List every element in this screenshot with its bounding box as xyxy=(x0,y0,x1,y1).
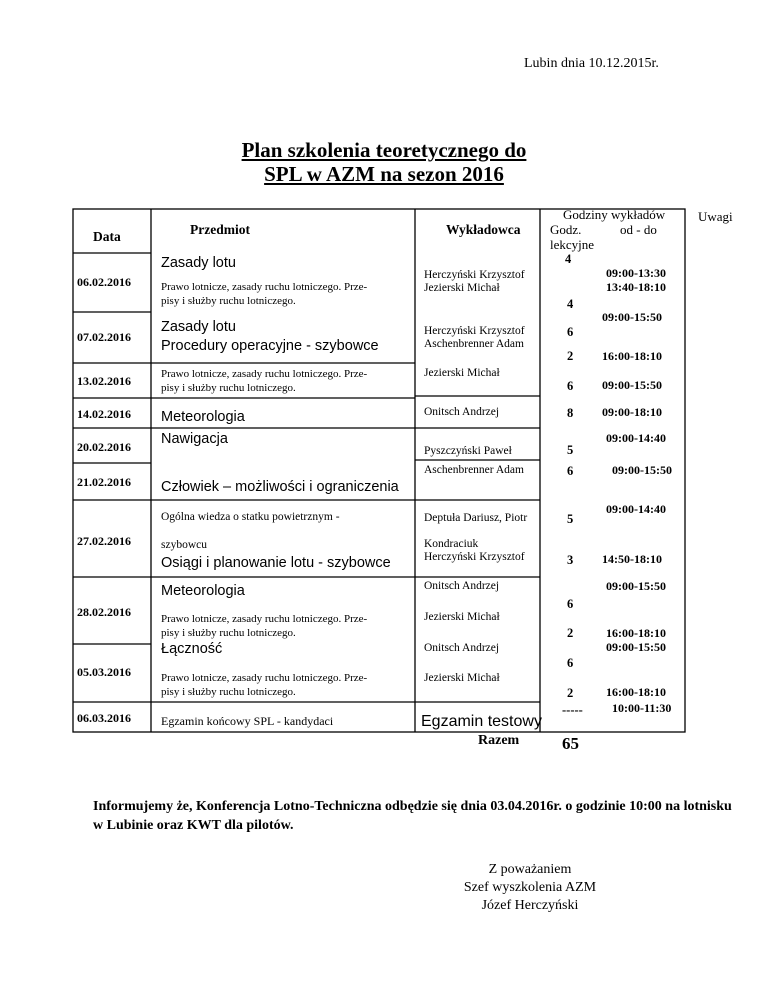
subject-cell: Osiągi i planowanie lotu - szybowce xyxy=(161,555,391,571)
time-cell: 16:00-18:10 xyxy=(606,626,666,640)
header-hours-title: Godziny wykładów xyxy=(563,207,666,222)
lecturer-cell: Egzamin testowy xyxy=(421,713,542,730)
page-title-line1: Plan szkolenia teoretycznego do xyxy=(241,138,527,162)
place-date: Lubin dnia 10.12.2015r. xyxy=(524,56,659,71)
subject-cell: szybowcu xyxy=(161,539,207,551)
subject-cell: Meteorologia xyxy=(161,409,245,425)
subject-cell: Zasady lotu xyxy=(161,255,236,271)
date-cell: 20.02.2016 xyxy=(77,440,131,454)
time-cell: 09:00-15:50 xyxy=(612,463,672,477)
time-cell: 09:00-14:40 xyxy=(606,502,666,516)
hours-cell: 6 xyxy=(567,656,574,670)
lecturer-cell: Jezierski Michał xyxy=(424,282,500,294)
date-cell: 05.03.2016 xyxy=(77,665,131,679)
subject-cell: Egzamin końcowy SPL - kandydaci xyxy=(161,714,334,728)
subject-cell: Prawo lotnicze, zasady ruchu lotniczego. Prze- xyxy=(161,281,368,293)
subject-cell: Nawigacja xyxy=(161,431,228,447)
lecturer-cell: Jezierski Michał xyxy=(424,611,500,623)
subject-cell: Człowiek – możliwości i ograniczenia xyxy=(161,479,399,495)
hours-cell: 3 xyxy=(567,553,574,567)
time-cell: 09:00-15:50 xyxy=(606,579,666,593)
subject-cell: Zasady lotu xyxy=(161,319,236,335)
lecturer-cell: Deptuła Dariusz, Piotr xyxy=(424,512,528,524)
hours-cell: 2 xyxy=(567,349,574,363)
lecturer-cell: Pyszczyński Paweł xyxy=(424,445,512,457)
hours-cell: 5 xyxy=(567,512,574,526)
header-hours-lekcyjne: lekcyjne xyxy=(550,237,595,252)
header-hours-godz: Godz. xyxy=(550,222,582,237)
time-cell: 09:00-15:50 xyxy=(602,310,662,324)
lecturer-cell: Jezierski Michał xyxy=(424,367,500,379)
time-cell: 09:00-18:10 xyxy=(602,405,662,419)
hours-cell: 2 xyxy=(567,686,574,700)
lecturer-cell: Jezierski Michał xyxy=(424,672,500,684)
signature-name: Józef Herczyński xyxy=(481,898,579,913)
header-remarks: Uwagi xyxy=(698,209,733,224)
hours-cell: 4 xyxy=(565,252,572,266)
subject-cell: pisy i służby ruchu lotniczego. xyxy=(161,627,296,639)
lecturer-cell: Onitsch Andrzej xyxy=(424,406,500,418)
subject-cell: pisy i służby ruchu lotniczego. xyxy=(161,382,296,394)
hours-cell: 6 xyxy=(567,379,574,393)
header-date: Data xyxy=(93,229,121,244)
lecturer-cell: Aschenbrenner Adam xyxy=(424,338,524,350)
date-cell: 28.02.2016 xyxy=(77,605,131,619)
total-label: Razem xyxy=(478,733,520,748)
hours-cell: ----- xyxy=(562,703,583,717)
hours-cell: 6 xyxy=(567,464,574,478)
date-cell: 13.02.2016 xyxy=(77,374,131,388)
signature-role: Szef wyszkolenia AZM xyxy=(463,880,597,895)
subject-cell: Ogólna wiedza o statku powietrznym - xyxy=(161,511,340,523)
time-cell: 10:00-11:30 xyxy=(612,701,672,715)
subject-cell: Łączność xyxy=(161,641,223,657)
subject-cell: pisy i służby ruchu lotniczego. xyxy=(161,686,296,698)
time-cell: 16:00-18:10 xyxy=(602,349,662,363)
time-cell: 09:00-15:50 xyxy=(606,640,666,654)
subject-cell: Prawo lotnicze, zasady ruchu lotniczego. Prze- xyxy=(161,368,368,380)
date-cell: 07.02.2016 xyxy=(77,330,131,344)
lecturer-cell: Herczyński Krzysztof xyxy=(424,551,525,563)
time-cell: 09:00-14:40 xyxy=(606,431,666,445)
time-cell: 09:00-13:30 xyxy=(606,266,666,280)
header-subject: Przedmiot xyxy=(190,222,250,237)
hours-cell: 5 xyxy=(567,443,574,457)
conference-info: Informujemy że, Konferencja Lotno-Techniczna odbędzie się dnia 03.04.2016r. o godzinie 10:00 na lotnisku w Lubinie oraz KWT dla pilotów. xyxy=(93,799,732,833)
time-cell: 13:40-18:10 xyxy=(606,280,666,294)
header-hours-range: od - do xyxy=(620,222,657,237)
lecturer-cell: Herczyński Krzysztof xyxy=(424,269,525,281)
hours-cell: 4 xyxy=(567,297,574,311)
lecturer-cell: Onitsch Andrzej xyxy=(424,642,500,654)
signature-greeting: Z poważaniem xyxy=(488,862,572,877)
hours-cell: 8 xyxy=(567,406,574,420)
total-hours: 65 xyxy=(562,734,579,753)
lecturer-cell: Onitsch Andrzej xyxy=(424,580,500,592)
subject-cell: Meteorologia xyxy=(161,583,245,599)
hours-cell: 6 xyxy=(567,597,574,611)
date-cell: 27.02.2016 xyxy=(77,534,131,548)
time-cell: 16:00-18:10 xyxy=(606,685,666,699)
subject-cell: Prawo lotnicze, zasady ruchu lotniczego. Prze- xyxy=(161,672,368,684)
date-cell: 14.02.2016 xyxy=(77,407,131,421)
lecturer-cell: Kondraciuk xyxy=(424,538,479,550)
time-cell: 14:50-18:10 xyxy=(602,552,662,566)
date-cell: 06.02.2016 xyxy=(77,275,131,289)
page-title-line2: SPL w AZM na sezon 2016 xyxy=(264,162,504,186)
lecturer-cell: Herczyński Krzysztof xyxy=(424,325,525,337)
time-cell: 09:00-15:50 xyxy=(602,378,662,392)
date-cell: 06.03.2016 xyxy=(77,711,131,725)
date-cell: 21.02.2016 xyxy=(77,475,131,489)
hours-cell: 2 xyxy=(567,626,574,640)
lecturer-cell: Aschenbrenner Adam xyxy=(424,464,524,476)
subject-cell: pisy i służby ruchu lotniczego. xyxy=(161,295,296,307)
subject-cell: Procedury operacyjne - szybowce xyxy=(161,338,379,354)
header-lecturer: Wykładowca xyxy=(446,222,521,237)
hours-cell: 6 xyxy=(567,325,574,339)
subject-cell: Prawo lotnicze, zasady ruchu lotniczego. Prze- xyxy=(161,613,368,625)
